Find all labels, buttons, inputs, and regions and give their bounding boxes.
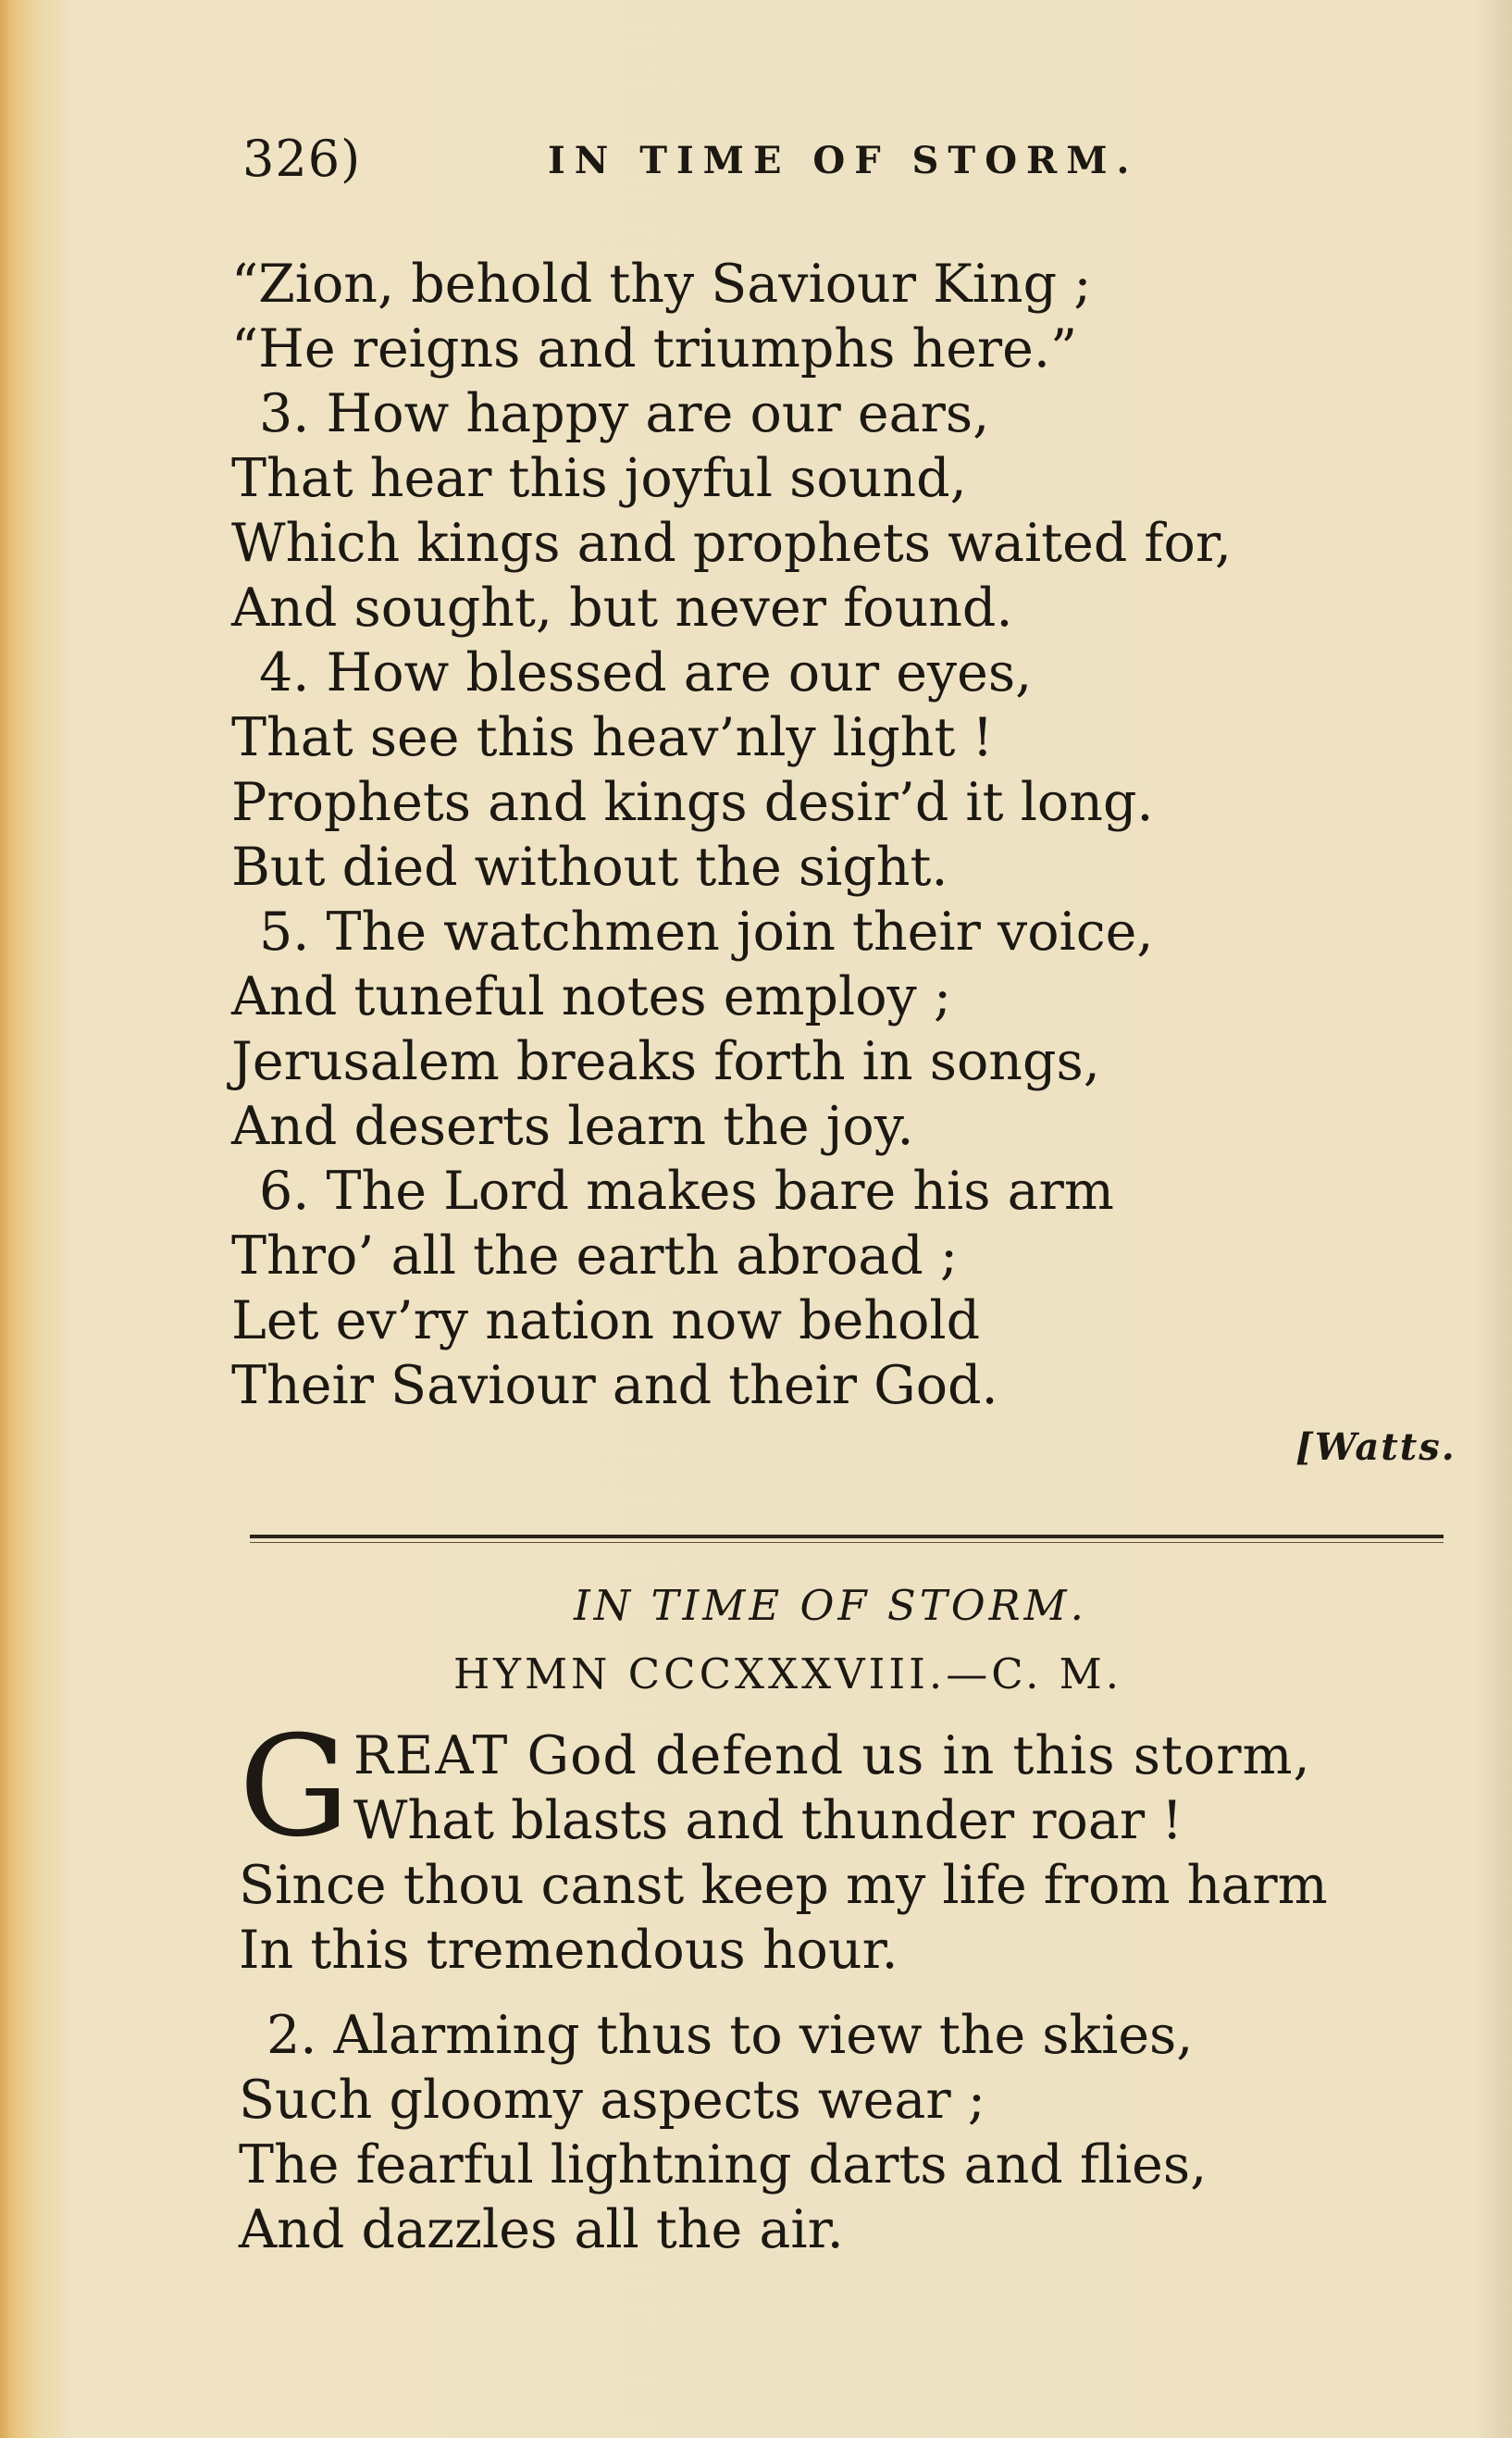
author-attribution: [Watts.: [1295, 1425, 1456, 1469]
page-header: [242, 130, 1260, 194]
verse-line: And dazzles all the air.: [239, 2199, 844, 2260]
verse-line: And tuneful notes employ ;: [231, 966, 952, 1027]
verse-line: 5. The watchmen join their voice,: [259, 902, 1154, 963]
verse-line: Since thou canst keep my life from harm: [239, 1855, 1328, 1916]
verse-line: “He reigns and triumphs here.”: [231, 318, 1078, 379]
stanza-gap: [239, 1983, 1442, 2003]
running-head: IN TIME OF STORM.: [548, 139, 1139, 182]
hymn-first-line: [239, 1723, 1442, 1788]
verse-line: Let ev’ry nation now behold: [231, 1290, 981, 1351]
verse-line: And deserts learn the joy.: [231, 1096, 914, 1157]
verse-line: Their Saviour and their God.: [231, 1355, 998, 1416]
first-line-caps: REAT: [353, 1725, 510, 1786]
verse-line: 3. How happy are our ears,: [259, 383, 990, 444]
page-number: 326): [242, 130, 362, 188]
verse-line: And sought, but never found.: [231, 578, 1013, 639]
hymn-text: [239, 1707, 1442, 2262]
verse-line: “Zion, behold thy Saviour King ;: [231, 254, 1092, 315]
verse-line: Which kings and prophets waited for,: [231, 513, 1232, 574]
verse-line: That hear this joyful sound,: [231, 448, 967, 509]
verse-line: In this tremendous hour.: [239, 1920, 899, 1981]
verse-line: Jerusalem breaks forth in songs,: [231, 1031, 1100, 1092]
section-divider-thin: [250, 1542, 1444, 1543]
verse-line: But died without the sight.: [231, 837, 948, 898]
verse-line-text: What blasts and thunder roar !: [353, 1790, 1184, 1851]
verse-line: Prophets and kings desir’d it long.: [231, 772, 1154, 833]
verse-line: Such gloomy aspects wear ;: [239, 2070, 985, 2131]
verse-line: [239, 1788, 1442, 1853]
previous-hymn-verses: [231, 252, 1397, 1418]
drop-cap: G: [239, 1707, 350, 1868]
verse-line: Thro’ all the earth abroad ;: [231, 1225, 959, 1287]
first-line-rest: God defend us in this storm,: [527, 1725, 1311, 1786]
verse-line: 6. The Lord makes bare his arm: [259, 1161, 1114, 1222]
section-divider: [250, 1535, 1444, 1538]
verse-line: 2. Alarming thus to view the skies,: [266, 2005, 1194, 2066]
hymn-number: HYMN CCCXXXVIII.—C. M.: [453, 1649, 1123, 1698]
section-title: IN TIME OF STORM.: [574, 1581, 1087, 1630]
verse-line: The fearful lightning darts and flies,: [239, 2134, 1208, 2195]
verse-line: That see this heav’nly light !: [231, 707, 994, 768]
verse-line: 4. How blessed are our eyes,: [259, 642, 1033, 703]
